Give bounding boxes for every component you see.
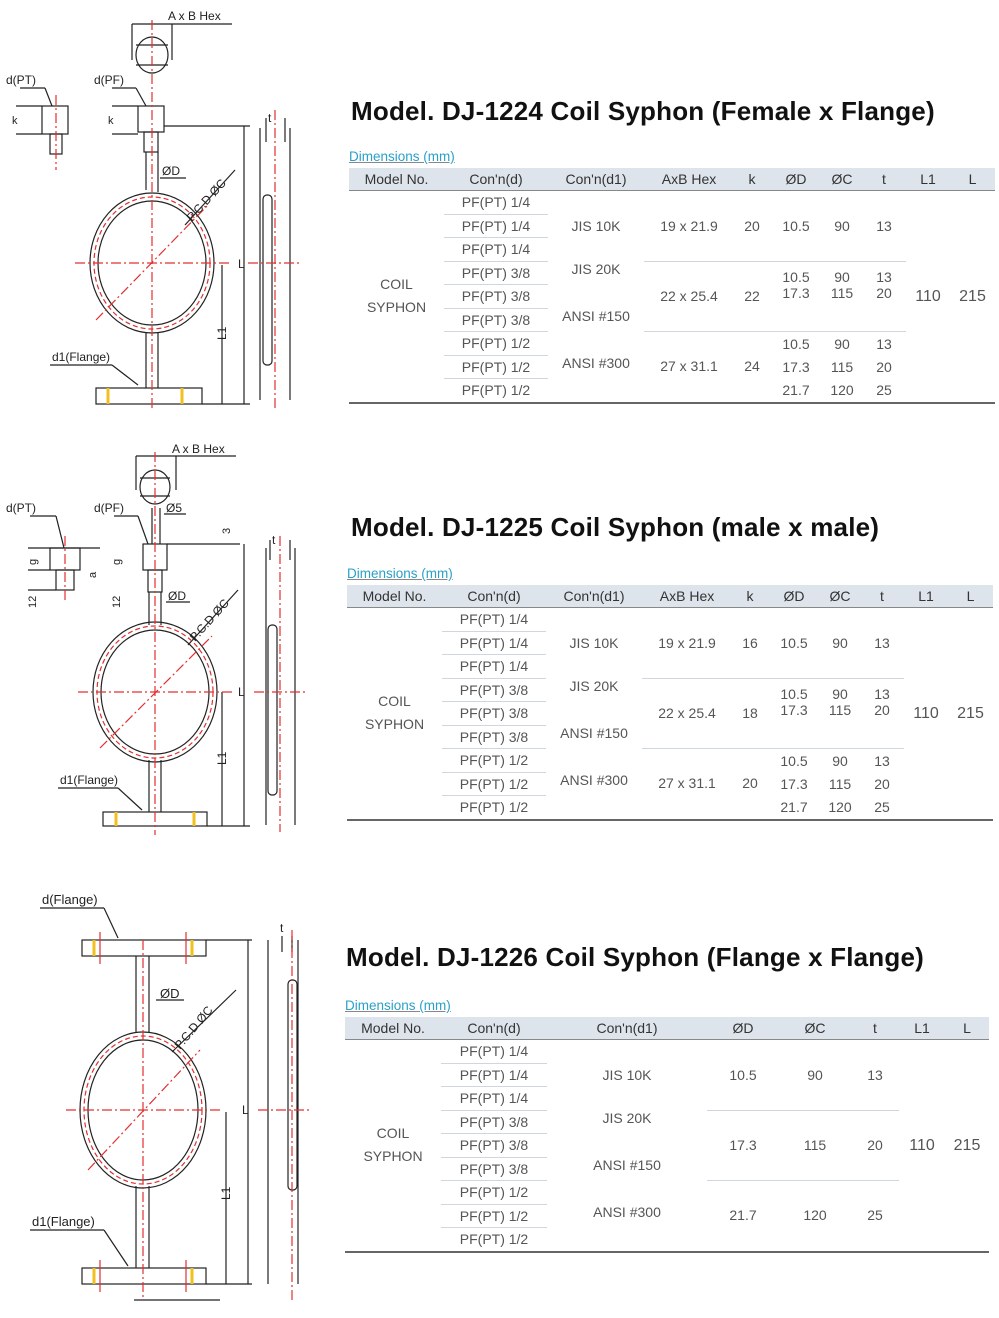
conn-d-cell: PF(PT) 1/4 [441,1063,547,1087]
table-header-row [349,168,995,191]
oc-cell: 120 [822,379,862,403]
col-header: ØD [768,585,820,608]
l1-cell: 110 [904,608,948,820]
table-row [345,1110,989,1134]
t-cell: 25 [860,796,904,820]
section-dj-1224 [0,0,999,430]
l1-label: L1 [215,326,229,340]
a-label: a [87,571,99,578]
t-label: t [268,111,272,125]
conn-d-cell: PF(PT) 3/8 [444,308,548,332]
d1-flange-label: d1(Flange) [60,773,119,787]
dimensions-table [347,585,993,821]
col-header: t [860,585,904,608]
oc-cell: 90 [779,1040,851,1111]
conn-d-cell: PF(PT) 1/2 [444,332,548,356]
col-header: L [948,585,993,608]
t-cell: 25 [851,1181,899,1252]
conn-d-cell: PF(PT) 3/8 [441,1157,547,1181]
od-cell: 17.3 [782,358,810,375]
hex-cell: 19 x 21.9 [642,608,732,679]
hex-cell: 27 x 31.1 [644,332,734,403]
col-header: L1 [899,1017,945,1040]
conn-d-cell: PF(PT) 1/4 [442,631,546,655]
dimensions-label: Dimensions (mm) [347,566,453,581]
table-row [347,608,993,632]
t-cell: 13 [862,191,906,262]
o5-label: Ø5 [166,501,183,515]
od-cell: 10.5 [707,1040,779,1111]
table-row [349,191,995,215]
conn-d-cell: PF(PT) 1/4 [441,1040,547,1064]
t-cell: 13 [860,608,904,679]
d-pt-label: d(PT) [6,501,36,515]
twelve-label-2: 12 [111,595,123,608]
d-pf-label: d(PF) [94,501,124,515]
d1-flange-label: d1(Flange) [32,1214,95,1229]
oc-cell: 120 [820,796,860,820]
col-header: Con'n(d1) [546,585,642,608]
model-cell: COIL SYPHON [345,1040,441,1252]
oc-cell: 90 [832,685,848,702]
conn-d-cell: PF(PT) 3/8 [442,702,546,726]
l1-label: L1 [219,1186,233,1200]
t-cell: 13 [874,752,890,769]
pcd-label: P.C.D ØC [186,596,232,645]
dj-1225-drawing [0,440,330,840]
g-label: g [27,558,39,565]
col-header: k [732,585,768,608]
dimensions-table [345,1017,989,1253]
od-cell: 21.7 [707,1181,779,1252]
od-cell: 17.3 [768,702,820,749]
l-label: L [238,257,245,271]
col-header: Model No. [345,1017,441,1040]
col-header: Con'n(d) [444,168,548,191]
od-cell: 10.5 [780,752,808,769]
model-cell: COIL SYPHON [349,191,444,403]
conn-d-cell: PF(PT) 1/2 [442,796,546,820]
col-header: k [734,168,770,191]
od-cell: 17.3 [707,1110,779,1181]
col-header: L [950,168,995,191]
three-label: 3 [221,527,233,534]
od-cell: 10.5 [782,268,810,285]
t-cell: 13 [876,268,892,285]
col-header: L1 [904,585,948,608]
col-header: Con'n(d) [441,1017,547,1040]
col-header: ØC [822,168,862,191]
l1-cell: 110 [906,191,950,403]
l-cell: 215 [945,1040,989,1252]
oc-cell: 90 [822,191,862,262]
col-header: ØD [707,1017,779,1040]
dimensions-label: Dimensions (mm) [349,149,455,164]
d-pf-label: d(PF) [94,73,124,87]
od-cell: 17.3 [780,775,808,792]
od-cell: 21.7 [768,796,820,820]
od-label: ØD [162,164,180,178]
conn-d1-cell: ANSI #300 [547,1204,707,1252]
l-cell: 215 [950,191,995,403]
conn-d1-cell: JIS 20K [602,1110,652,1126]
conn-d-cell: PF(PT) 1/4 [444,214,548,238]
conn-d-cell: PF(PT) 1/4 [441,1087,547,1111]
twelve-label: 12 [27,595,39,608]
section-dj-1225 [0,440,999,870]
conn-d-cell: PF(PT) 1/2 [444,355,548,379]
dj-1226-drawing [0,880,330,1310]
l-cell: 215 [948,608,993,820]
col-header: Con'n(d1) [548,168,644,191]
oc-cell: 115 [820,702,860,749]
conn-d1-cell: ANSI #150 [560,725,628,741]
conn-d-cell: PF(PT) 3/8 [441,1134,547,1158]
section-dj-1226 [0,880,999,1310]
k-cell: 20 [734,191,770,262]
conn-d1-cell: ANSI #300 [548,355,644,403]
t-cell: 25 [862,379,906,403]
d1-flange-label: d1(Flange) [52,350,111,364]
model-cell: COIL SYPHON [347,608,442,820]
g-label-2: g [111,558,123,565]
conn-d-cell: PF(PT) 1/2 [441,1181,547,1205]
t-cell: 20 [862,285,906,332]
t-cell: 20 [860,702,904,749]
conn-d-cell: PF(PT) 3/8 [442,725,546,749]
conn-d-cell: PF(PT) 3/8 [444,285,548,309]
od-cell: 10.5 [782,335,810,352]
table-row [349,332,995,356]
t-label: t [272,533,276,547]
k-label-2: k [108,115,114,127]
pcd-label: P.C.D ØC [171,1003,216,1052]
table-header-row [345,1017,989,1040]
l1-label: L1 [215,751,229,765]
conn-d-cell: PF(PT) 3/8 [444,261,548,285]
t-cell: 13 [874,685,890,702]
col-header: L [945,1017,989,1040]
hex-label: A x B Hex [168,9,221,23]
oc-cell: 115 [779,1110,851,1181]
k-cell: 18 [732,678,768,749]
col-header: Con'n(d1) [547,1017,707,1040]
conn-d-cell: PF(PT) 1/4 [444,191,548,215]
l-label: L [242,1103,249,1117]
conn-d-cell: PF(PT) 1/4 [442,655,546,679]
d-pt-label: d(PT) [6,73,36,87]
conn-d-cell: PF(PT) 1/2 [441,1228,547,1252]
k-cell: 20 [732,749,768,820]
conn-d1-cell: ANSI #300 [546,772,642,820]
t-cell: 20 [874,775,890,792]
conn-d-cell: PF(PT) 1/4 [444,238,548,262]
dj-1224-drawing [0,0,330,425]
section-title: Model. DJ-1226 Coil Syphon (Flange x Flange) [346,942,924,972]
col-header: ØC [820,585,860,608]
t-cell: 20 [876,358,892,375]
oc-cell: 90 [832,752,848,769]
t-label: t [280,921,284,935]
table-row [347,678,993,702]
od-cell: 10.5 [770,191,822,262]
od-cell: 10.5 [768,608,820,679]
conn-d-cell: PF(PT) 3/8 [442,678,546,702]
col-header: t [851,1017,899,1040]
k-label: k [12,115,18,127]
conn-d-cell: PF(PT) 3/8 [441,1110,547,1134]
conn-d-cell: PF(PT) 1/4 [442,608,546,632]
hex-cell: 19 x 21.9 [644,191,734,262]
conn-d1-cell: JIS 10K [569,635,619,651]
section-title: Model. DJ-1224 Coil Syphon (Female x Flange) [351,96,935,126]
oc-cell: 120 [779,1181,851,1252]
conn-d-cell: PF(PT) 1/2 [442,749,546,773]
t-cell: 20 [851,1110,899,1181]
dimensions-table [349,168,995,404]
k-cell: 16 [732,608,768,679]
table-header-row [347,585,993,608]
hex-label: A x B Hex [172,442,225,456]
oc-cell: 115 [828,775,852,792]
oc-cell: 115 [830,358,854,375]
dimensions-label: Dimensions (mm) [345,998,451,1013]
col-header: L1 [906,168,950,191]
conn-d1-cell: ANSI #150 [593,1157,661,1173]
od-cell: 21.7 [770,379,822,403]
table-row [345,1040,989,1064]
col-header: Model No. [347,585,442,608]
od-label: ØD [160,986,180,1001]
l-label: L [238,685,245,699]
conn-d-cell: PF(PT) 1/2 [442,772,546,796]
od-label: ØD [168,589,186,603]
conn-d-cell: PF(PT) 1/2 [441,1204,547,1228]
pcd-label: P.C.D ØC [183,176,229,225]
table-row [347,749,993,773]
oc-cell: 115 [822,285,862,332]
col-header: ØD [770,168,822,191]
oc-cell: 90 [820,608,860,679]
col-header: t [862,168,906,191]
conn-d1-cell: JIS 10K [571,218,621,234]
col-header: AxB Hex [644,168,734,191]
col-header: ØC [779,1017,851,1040]
od-cell: 17.3 [770,285,822,332]
t-cell: 13 [876,335,892,352]
hex-cell: 22 x 25.4 [642,678,732,749]
col-header: AxB Hex [642,585,732,608]
od-cell: 10.5 [780,685,808,702]
conn-d1-cell: JIS 10K [602,1067,652,1083]
k-cell: 24 [734,332,770,403]
t-cell: 13 [851,1040,899,1111]
table-row [349,261,995,285]
conn-d1-cell: ANSI #150 [562,308,630,324]
conn-d-cell: PF(PT) 1/2 [444,379,548,403]
section-title: Model. DJ-1225 Coil Syphon (male x male) [351,512,880,542]
col-header: Con'n(d) [442,585,546,608]
oc-cell: 90 [834,335,850,352]
hex-cell: 22 x 25.4 [644,261,734,332]
conn-d1-cell: JIS 20K [569,678,619,694]
d-flange-label: d(Flange) [42,892,98,907]
l1-cell: 110 [899,1040,945,1252]
oc-cell: 90 [834,268,850,285]
k-cell: 22 [734,261,770,332]
col-header: Model No. [349,168,444,191]
conn-d1-cell: JIS 20K [571,261,621,277]
hex-cell: 27 x 31.1 [642,749,732,820]
